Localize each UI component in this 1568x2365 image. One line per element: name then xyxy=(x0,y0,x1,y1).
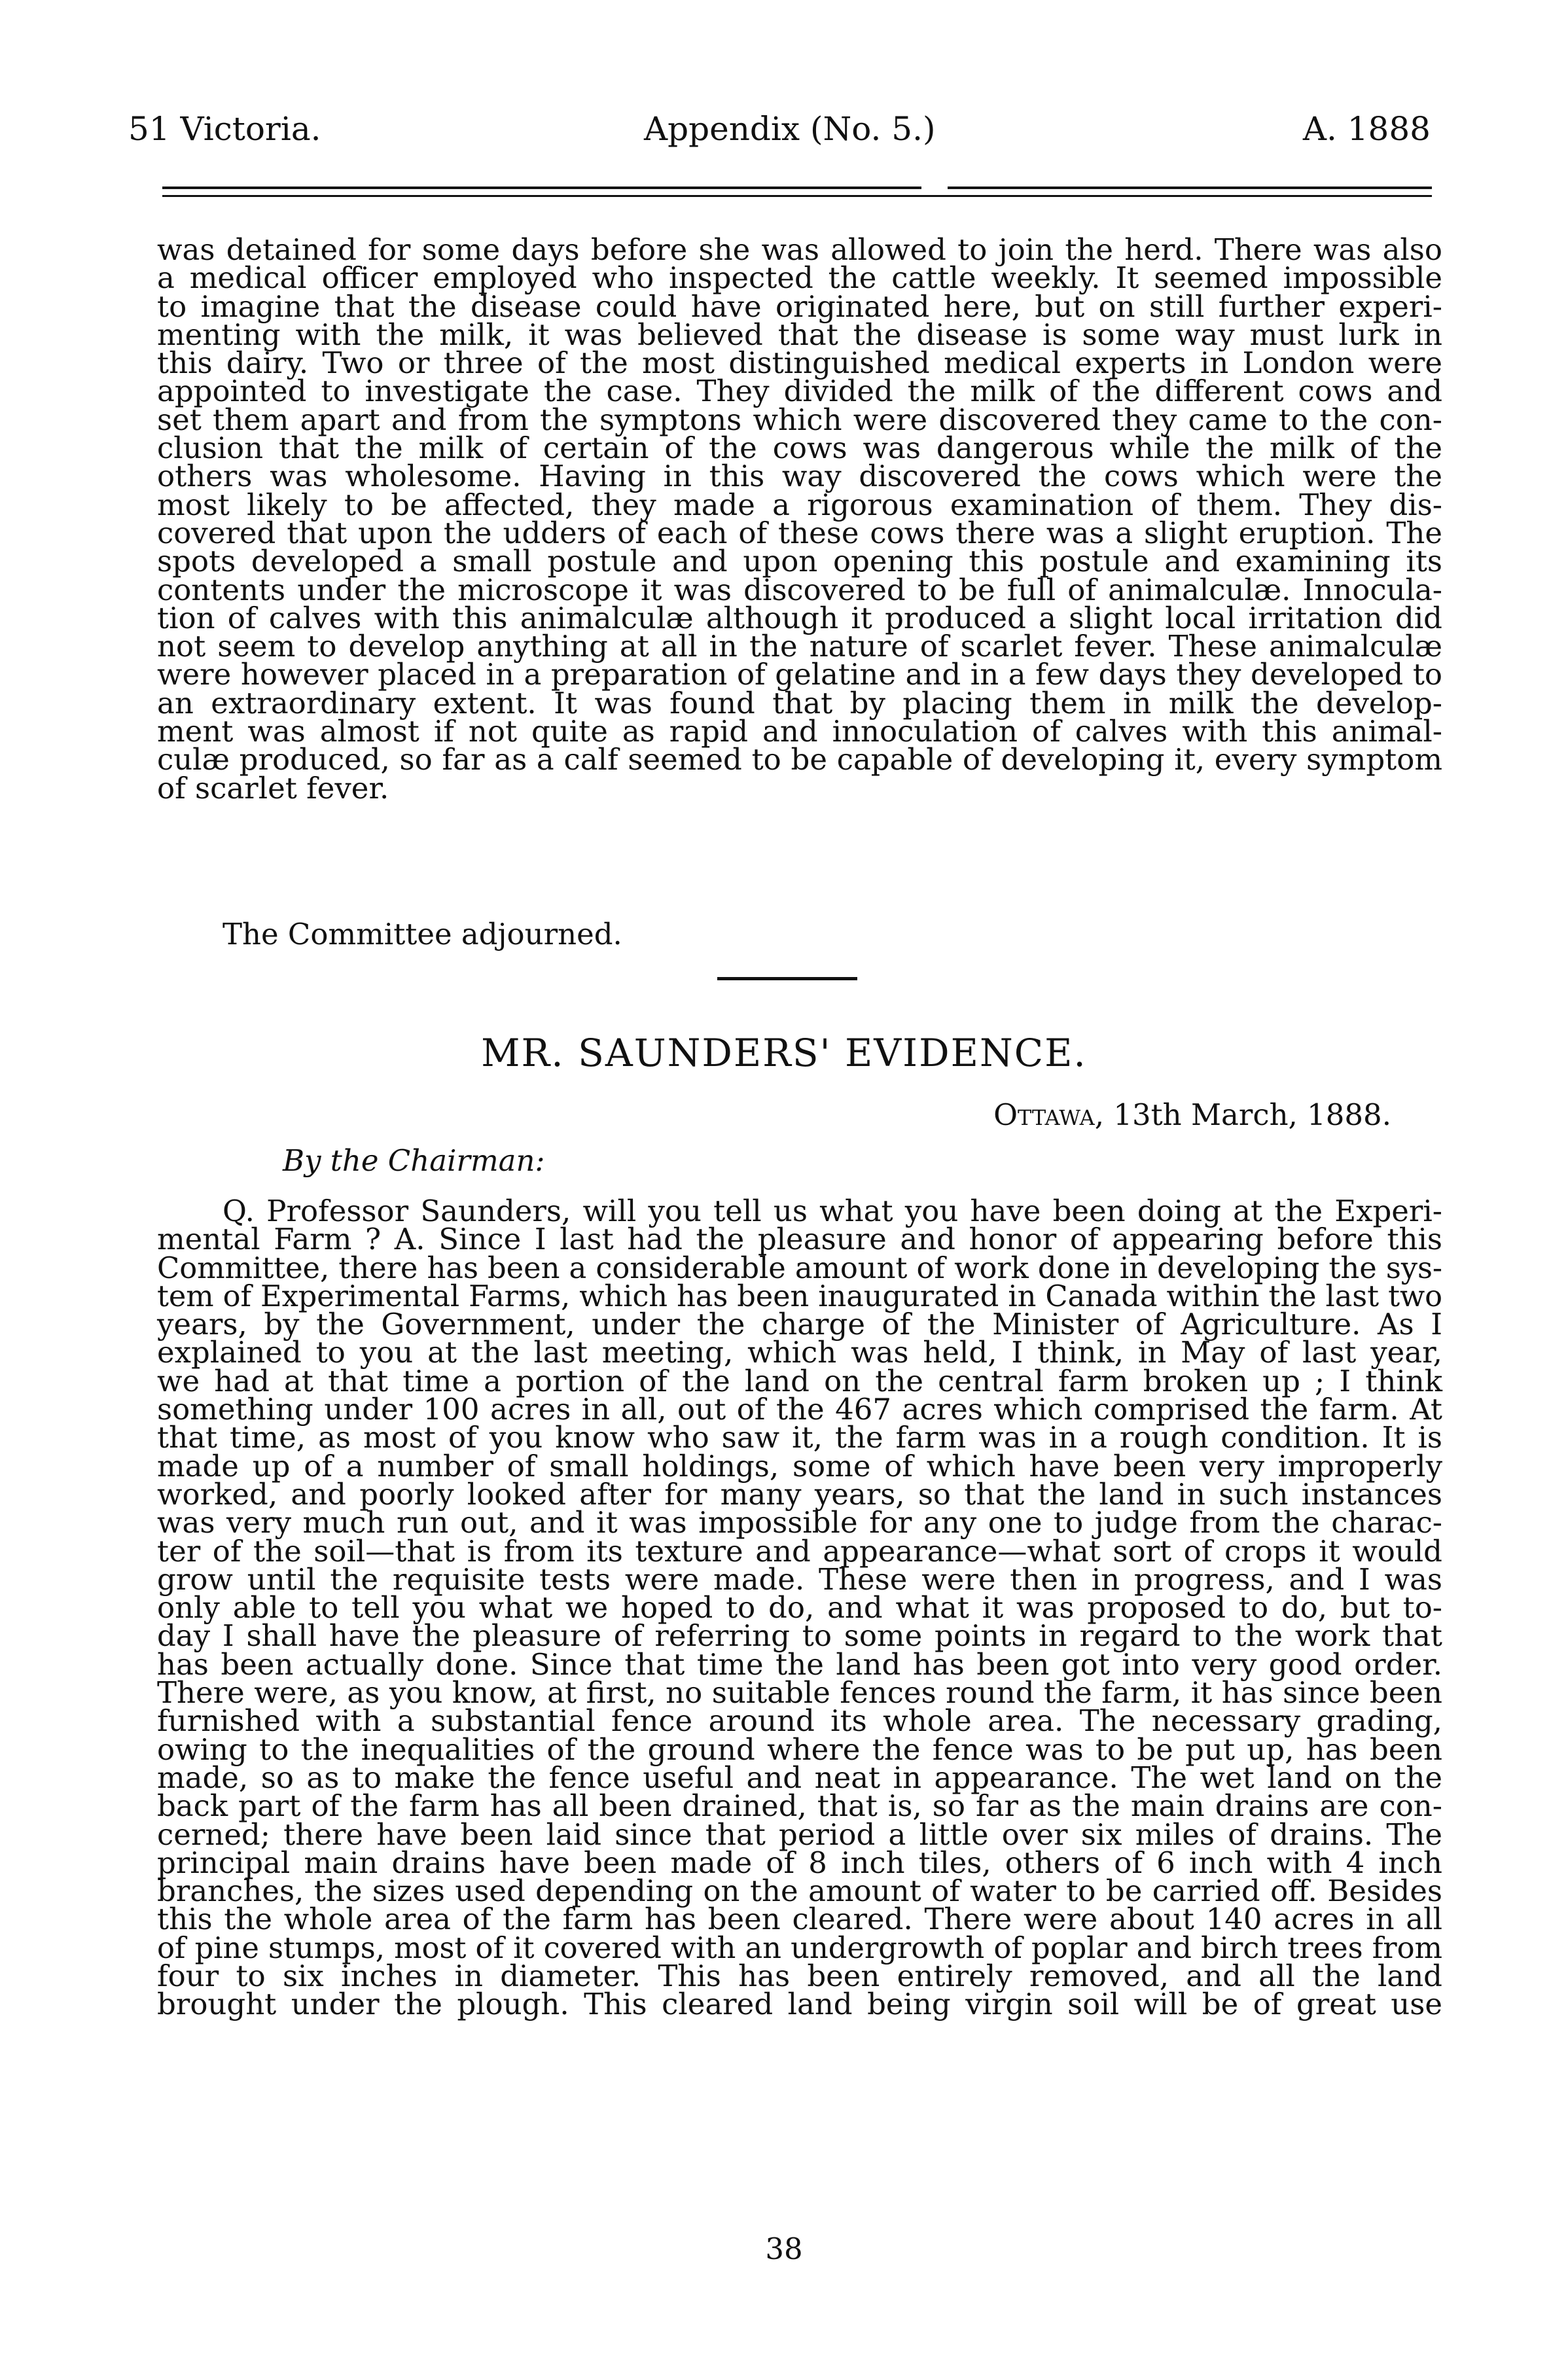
text-line: spots developed a small postule and upon opening this postule and examining its xyxy=(157,544,1442,579)
text-line: menting with the milk, it was believed that the disease is some way must lurk in xyxy=(157,317,1442,352)
page-number: 38 xyxy=(765,2232,803,2266)
text-line: day I shall have the pleasure of referring to some points in regard to the work that xyxy=(157,1618,1442,1654)
adjourned-line: The Committee adjourned. xyxy=(223,917,622,951)
text-line: Committee, there has been a considerable amount of work done in developing the sys- xyxy=(157,1250,1442,1285)
header-rule-top-right xyxy=(948,187,1432,189)
text-line: of scarlet fever. xyxy=(157,770,389,806)
text-line: owing to the inequalities of the ground where the fence was to be put up, has been xyxy=(157,1732,1442,1767)
text-line: to imagine that the disease could have originated here, but on still further experi- xyxy=(157,289,1442,324)
text-line: of pine stumps, most of it covered with an undergrowth of poplar and birch trees from xyxy=(157,1930,1442,1965)
text-line: There were, as you know, at first, no suitable fences round the farm, it has since been xyxy=(157,1675,1442,1711)
text-line: most likely to be affected, they made a rigorous examination of them. They dis- xyxy=(157,487,1442,522)
text-line: was detained for some days before she was allowed to join the herd. There was also xyxy=(157,232,1442,267)
chairman-label: By the Chairman: xyxy=(283,1143,545,1178)
text-line: ter of the soil—that is from its texture and appearance—what sort of crops it would xyxy=(157,1533,1442,1569)
text-line: clusion that the milk of certain of the cows was dangerous while the milk of the xyxy=(157,431,1442,466)
text-line: has been actually done. Since that time the land has been got into very good order. xyxy=(157,1646,1442,1682)
text-line: principal main drains have been made of 8 inch tiles, others of 6 inch with 4 inch xyxy=(157,1845,1442,1880)
text-line: branches, the sizes used depending on the amount of water to be carried off. Besides xyxy=(157,1874,1442,1909)
text-line: years, by the Government, under the charge of the Minister of Agriculture. As I xyxy=(157,1307,1442,1342)
text-line: not seem to develop anything at all in the nature of scarlet fever. These animalculæ xyxy=(157,629,1442,664)
text-line: cerned; there have been laid since that period a little over six miles of drains. The xyxy=(157,1817,1442,1852)
text-line: this the whole area of the farm has been cleared. There were about 140 acres in all xyxy=(157,1902,1442,1937)
text-line: we had at that time a portion of the land on the central farm broken up ; I think xyxy=(157,1363,1442,1398)
text-line: furnished with a substantial fence around its whole area. The necessary grading, xyxy=(157,1703,1442,1739)
text-line: an extraordinary extent. It was found that by placing them in milk the develop- xyxy=(157,685,1442,720)
text-line: that time, as most of you know who saw it, the farm was in a rough condition. It is xyxy=(157,1420,1442,1455)
text-line: was very much run out, and it was impossible for any one to judge from the charac- xyxy=(157,1505,1442,1540)
dateline xyxy=(993,1097,1391,1132)
section-title: MR. SAUNDERS' EVIDENCE. xyxy=(481,1031,1087,1075)
header-session: 51 Victoria. xyxy=(128,110,321,148)
text-line: something under 100 acres in all, out of the 467 acres which comprised the farm. At xyxy=(157,1392,1442,1427)
text-line: made up of a number of small holdings, some of which have been very improperly xyxy=(157,1448,1442,1484)
text-line: tion of calves with this animalculæ although it produced a slight local irritation did xyxy=(157,600,1442,635)
text-line: grow until the requisite tests were made. These were then in progress, and I was xyxy=(157,1561,1442,1597)
text-line: ment was almost if not quite as rapid and innoculation of calves with this animal- xyxy=(157,714,1442,749)
text-line: were however placed in a preparation of gelatine and in a few days they developed to xyxy=(157,657,1442,692)
text-line: made, so as to make the fence useful and neat in appearance. The wet land on the xyxy=(157,1760,1442,1795)
text-line: set them apart and from the symptons which were discovered they came to the con- xyxy=(157,402,1442,437)
text-line: others was wholesome. Having in this way discovered the cows which were the xyxy=(157,459,1442,494)
text-line: contents under the microscope it was discovered to be full of animalculæ. Innocula- xyxy=(157,572,1442,607)
header-year: A. 1888 xyxy=(1302,110,1431,148)
adjourned-block xyxy=(157,917,1442,951)
text-line: mental Farm ? A. Since I last had the pleasure and honor of appearing before this xyxy=(157,1222,1442,1257)
text-line: appointed to investigate the case. They divided the milk of the different cows and xyxy=(157,374,1442,409)
text-line: a medical officer employed who inspected the cattle weekly. It seemed impossible xyxy=(157,260,1442,296)
text-line: Q. Professor Saunders, will you tell us what you have been doing at the Experi- xyxy=(223,1194,1442,1228)
body-paragraph-top xyxy=(157,232,1442,806)
header-rule-bottom xyxy=(162,195,1432,197)
header-appendix: Appendix (No. 5.) xyxy=(644,110,936,148)
text-line: explained to you at the last meeting, which was held, I think, in May of last year, xyxy=(157,1335,1442,1370)
text-line: worked, and poorly looked after for many years, so that the land in such instances xyxy=(157,1476,1442,1512)
text-line: covered that upon the udders of each of these cows there was a slight eruption. The xyxy=(157,515,1442,550)
dateline-date: 13th March, 1888. xyxy=(1113,1097,1391,1132)
section-divider xyxy=(717,977,857,980)
header-rule-top-left xyxy=(162,187,921,189)
text-line: culæ produced, so far as a calf seemed to be capable of developing it, every symptom xyxy=(157,742,1442,777)
text-line: brought under the plough. This cleared land being virgin soil will be of great use xyxy=(157,1987,1442,2022)
text-line: four to six inches in diameter. This has been entirely removed, and all the land xyxy=(157,1959,1442,1994)
text-line: this dairy. Two or three of the most distinguished medical experts in London were xyxy=(157,346,1442,381)
text-line: only able to tell you what we hoped to do, and what it was proposed to do, but to- xyxy=(157,1590,1442,1626)
text-line: back part of the farm has all been drained, that is, so far as the main drains are con- xyxy=(157,1788,1442,1824)
text-line: tem of Experimental Farms, which has been inaugurated in Canada within the last two xyxy=(157,1278,1442,1313)
body-paragraph-evidence xyxy=(157,1194,1442,2022)
dateline-place: Ottawa, xyxy=(993,1097,1105,1132)
page-header xyxy=(128,110,1431,158)
